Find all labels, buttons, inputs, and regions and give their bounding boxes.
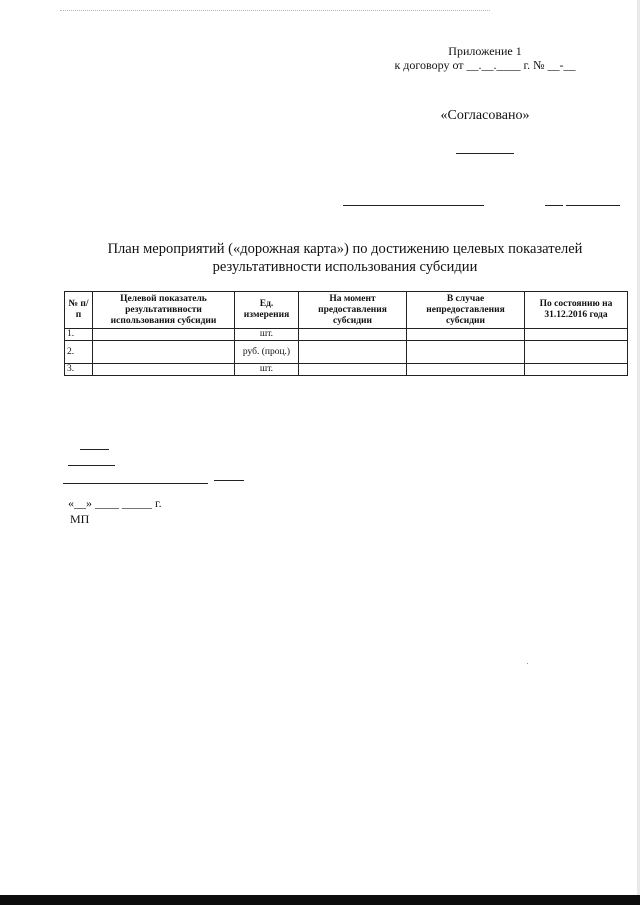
row-at-moment [299, 329, 407, 341]
table-row [65, 329, 628, 341]
row-number: 1. [65, 329, 93, 341]
appendix-title: Приложение 1 [448, 44, 522, 58]
approval-initials-line-a [545, 205, 563, 206]
row-indicator [93, 364, 235, 376]
row-at-moment [299, 341, 407, 364]
approval-signature-line [343, 205, 484, 206]
title-line-1: План мероприятий («дорожная карта») по достижению целевых показателей [107, 241, 583, 257]
table-row [65, 341, 628, 364]
signer-signature-line [63, 483, 208, 484]
appendix-reference [380, 44, 590, 72]
column-header-unit: Ед. измерения [235, 292, 299, 329]
column-header-at-moment: На момент предоставления субсидии [299, 292, 407, 329]
scan-artifact-bottom [0, 895, 640, 905]
appendix-contract-ref: к договору от __.__.____ г. № __-__ [394, 58, 576, 72]
row-number: 2. [65, 341, 93, 364]
signer-initials-line [214, 480, 244, 481]
row-if-not-provided [407, 329, 525, 341]
approval-position-line [456, 153, 514, 154]
table-row [65, 364, 628, 376]
row-unit: шт. [235, 364, 299, 376]
row-at-moment [299, 364, 407, 376]
scan-speck [527, 663, 528, 664]
document-title [70, 240, 620, 276]
row-unit: шт. [235, 329, 299, 341]
row-indicator [93, 329, 235, 341]
signature-date: «__» ____ _____ г. [68, 496, 162, 510]
row-if-not-provided [407, 364, 525, 376]
row-as-of-date [525, 329, 628, 341]
column-header-if-not-provided: В случае непредоставления субсидии [407, 292, 525, 329]
column-header-indicator: Целевой показатель результативности использования субсидии [93, 292, 235, 329]
column-header-number: № п/п [65, 292, 93, 329]
row-if-not-provided [407, 341, 525, 364]
signer-organization-line [68, 465, 115, 466]
column-header-as-of-date: По состоянию на 31.12.2016 года [525, 292, 628, 329]
scan-artifact-top [60, 10, 490, 12]
approval-heading: «Согласовано» [440, 108, 530, 123]
approval-initials-line-b [566, 205, 620, 206]
table-header-row [65, 292, 628, 329]
title-line-2: результативности использования субсидии [212, 259, 478, 275]
row-indicator [93, 341, 235, 364]
row-as-of-date [525, 364, 628, 376]
row-as-of-date [525, 341, 628, 364]
row-unit: руб. (проц.) [235, 341, 299, 364]
stamp-placeholder: МП [70, 512, 90, 526]
row-number: 3. [65, 364, 93, 376]
signer-position-line [80, 449, 109, 450]
roadmap-table [64, 291, 628, 376]
